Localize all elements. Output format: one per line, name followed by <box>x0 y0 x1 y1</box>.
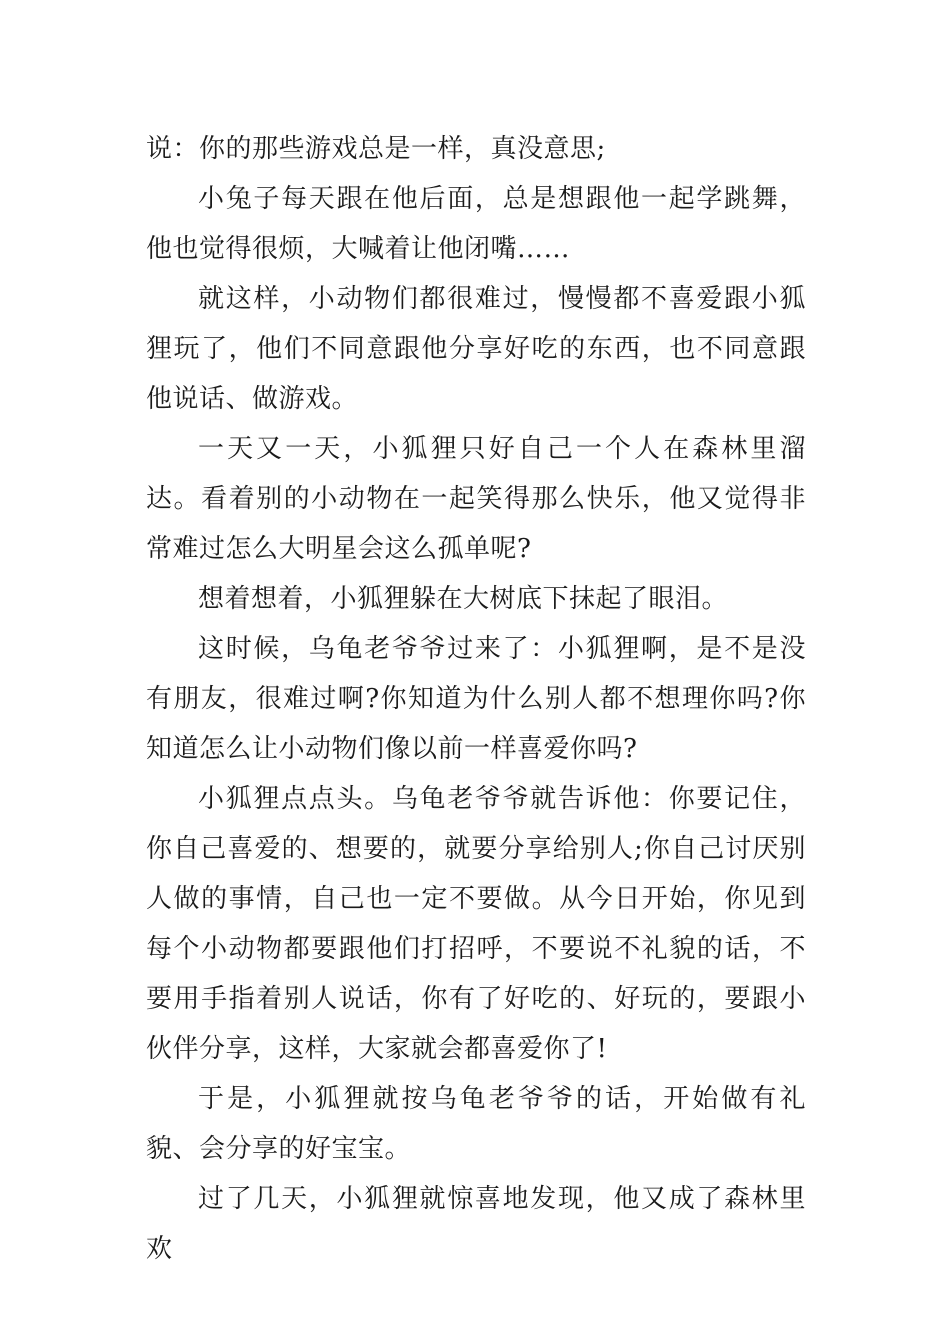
paragraph: 想着想着，小狐狸躲在大树底下抹起了眼泪。 <box>198 584 729 614</box>
paragraph: 就这样，小动物们都很难过，慢慢都不喜爱跟小狐狸玩了，他们不同意跟他分享好吃的东西，也不同意跟他说话、做游戏。 <box>146 284 806 414</box>
paragraph: 小兔子每天跟在他后面，总是想跟他一起学跳舞，他也觉得很烦，大喊着让他闭嘴…… <box>146 184 806 264</box>
paragraph: 小狐狸点点头。乌龟老爷爷就告诉他：你要记住，你自己喜爱的、想要的，就要分享给别人;你自己讨厌别人做的事情，自己也一定不要做。从今日开始，你见到每个小动物都要跟他们打招呼，不要说不礼貌的话，不要用手指着别人说话，你有了好吃的、好玩的，要跟小伙伴分享，这样，大家就会都喜爱你了! <box>146 784 806 1064</box>
paragraph: 这时候，乌龟老爷爷过来了：小狐狸啊，是不是没有朋友，很难过啊?你知道为什么别人都不想理你吗?你知道怎么让小动物们像以前一样喜爱你吗? <box>146 634 806 764</box>
paragraph: 说：你的那些游戏总是一样，真没意思; <box>146 134 606 164</box>
paragraph: 于是，小狐狸就按乌龟老爷爷的话，开始做有礼貌、会分享的好宝宝。 <box>146 1084 806 1164</box>
paragraph: 一天又一天，小狐狸只好自己一个人在森林里溜达。看着别的小动物在一起笑得那么快乐，他又觉得非常难过怎么大明星会这么孤单呢? <box>146 434 806 564</box>
story-text <box>146 124 806 1274</box>
paragraph: 过了几天，小狐狸就惊喜地发现，他又成了森林里欢 <box>146 1184 806 1264</box>
